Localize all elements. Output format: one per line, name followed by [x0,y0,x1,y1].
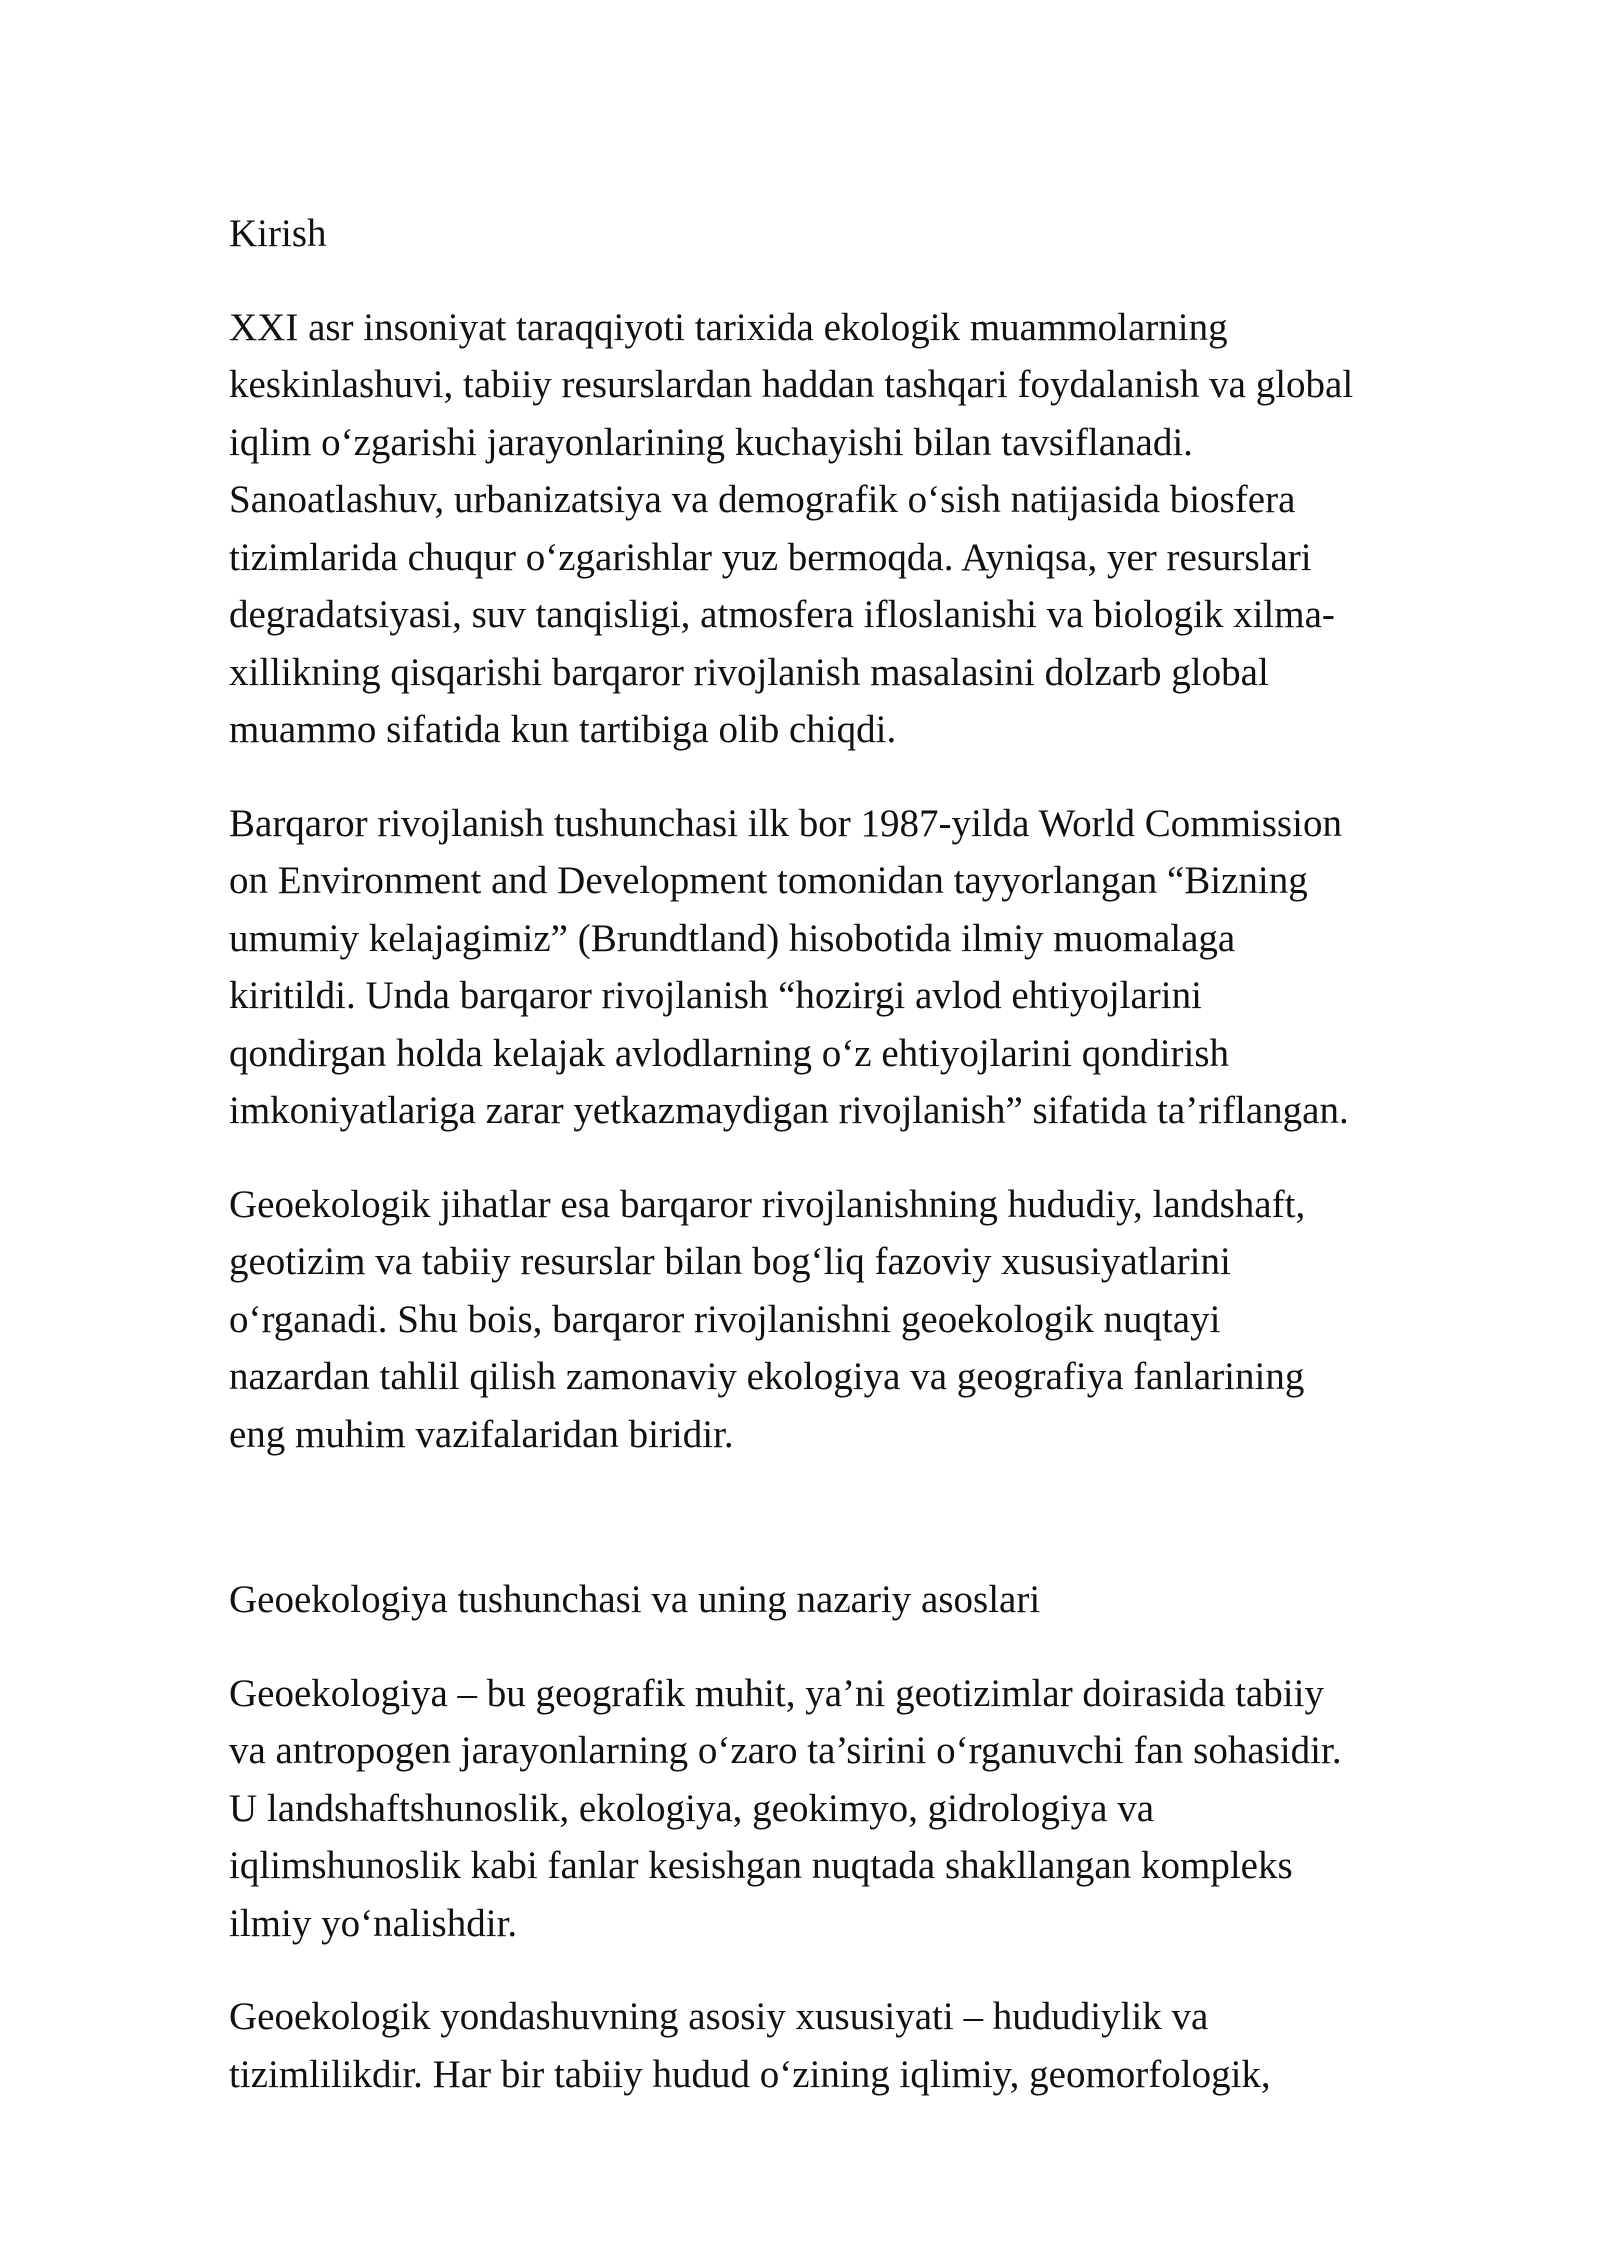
text-line: Geoekologiya – bu geografik muhit, ya’ni geotizimlar doirasida tabiiy [229,1671,1324,1715]
text-line: degradatsiyasi, suv tanqisligi, atmosfera ifloslanishi va biologik xilma- [229,593,1335,636]
text-line: tizimlilikdir. Har bir tabiiy hudud o‘zining iqlimiy, geomorfologik, [229,2052,1271,2096]
text-line: Geoekologik jihatlar esa barqaror rivojlanishning hududiy, landshaft, [229,1182,1306,1226]
text-line: keskinlashuvi, tabiiy resurslardan haddan tashqari foydalanish va global [229,363,1354,406]
text-line: ilmiy yo‘nalishdir. [229,1901,518,1945]
text-line: iqlim o‘zgarishi jarayonlarining kuchayishi bilan tavsiflanadi. [229,420,1193,464]
heading-text: Geoekologiya tushunchasi va uning nazariy asoslari [229,1578,1041,1621]
text-line: qondirgan holda kelajak avlodlarning o‘z ehtiyojlarini qondirish [229,1031,1230,1075]
heading-text: Kirish [229,212,327,255]
paragraph-geo-1 [229,1665,1489,1953]
paragraph-geo-2 [229,1988,1489,2103]
text-line: va antropogen jarayonlarning o‘zaro ta’sirini o‘rganuvchi fan sohasidir. [229,1729,1342,1772]
text-line: nazardan tahlil qilish zamonaviy ekologiya va geografiya fanlarining [229,1355,1305,1398]
section-heading-kirish [229,205,1489,263]
text-line: Sanoatlashuv, urbanizatsiya va demografik o‘sish natijasida biosfera [229,478,1296,521]
text-line: on Environment and Development tomonidan tayyorlangan “Bizning [229,859,1308,902]
text-line: imkoniyatlariga zarar yetkazmaydigan rivojlanish” sifatida ta’riflangan. [229,1089,1349,1132]
text-line: geotizim va tabiiy resurslar bilan bog‘liq fazoviy xususiyatlarini [229,1240,1231,1283]
text-line: iqlimshunoslik kabi fanlar kesishgan nuqtada shakllangan kompleks [229,1844,1293,1887]
text-line: xillikning qisqarishi barqaror rivojlanish masalasini dolzarb global [229,650,1269,694]
text-line: eng muhim vazifalaridan biridir. [229,1412,734,1456]
text-line: umumiy kelajagimiz” (Brundtland) hisobotida ilmiy muomalaga [229,916,1236,960]
section-heading-geoekologiya [229,1571,1489,1629]
paragraph-intro-3 [229,1176,1489,1464]
text-line: Geoekologik yondashuvning asosiy xususiyati – hududiylik va [229,1995,1209,2038]
text-line: XXI asr insoniyat taraqqiyoti tarixida ekologik muammolarning [229,305,1228,349]
text-line: muammo sifatida kun tartibiga olib chiqdi. [229,708,897,751]
text-line: Barqaror rivojlanish tushunchasi ilk bor 1987-yilda World Commission [229,801,1342,845]
text-line: o‘rganadi. Shu bois, barqaror rivojlanishni geoekologik nuqtayi [229,1297,1221,1341]
text-line: kiritildi. Unda barqaror rivojlanish “hozirgi avlod ehtiyojlarini [229,974,1202,1017]
text-line: tizimlarida chuqur o‘zgarishlar yuz bermoqda. Ayniqsa, yer resurslari [229,535,1312,579]
text-line: U landshaftshunoslik, ekologiya, geokimyo, gidrologiya va [229,1786,1155,1830]
paragraph-intro-2 [229,795,1489,1140]
paragraph-intro-1 [229,299,1489,759]
document-body [229,205,1489,2139]
